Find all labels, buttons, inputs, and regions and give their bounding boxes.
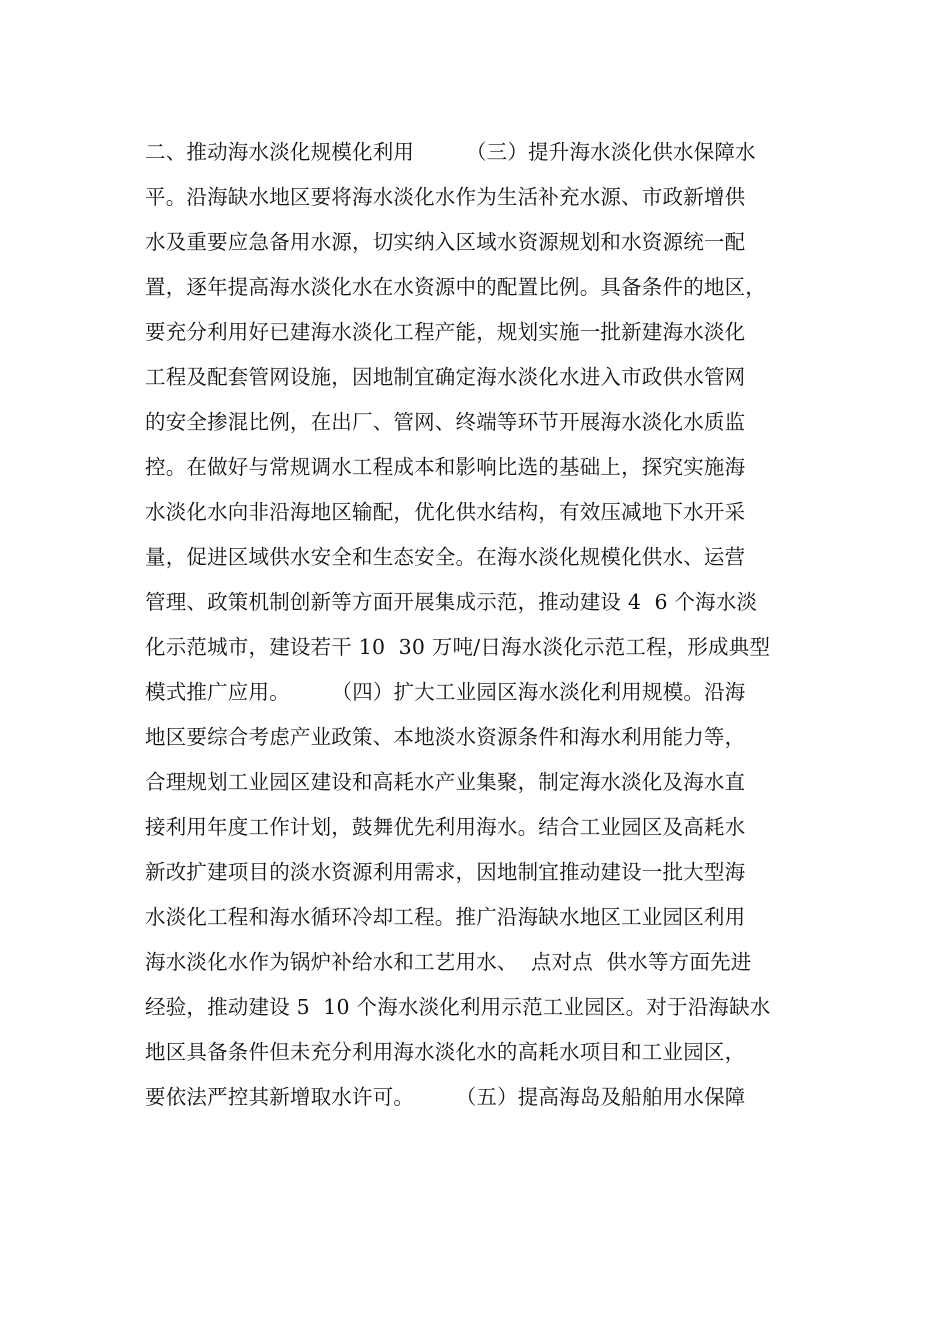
text-line: 海水淡化水作为锅炉补给水和工艺用水、 点对点 供水等方面先进 — [145, 950, 752, 974]
text-line: 水淡化工程和海水循环冷却工程。推广沿海缺水地区工业园区利用 — [145, 905, 746, 929]
text-line: 二、推动海水淡化规模化利用 （三）提升海水淡化供水保障水 — [145, 140, 756, 164]
text-line: 要充分利用好已建海水淡化工程产能，规划实施一批新建海水淡化 — [145, 320, 746, 344]
text-line: 控。在做好与常规调水工程成本和影响比选的基础上，探究实施海 — [145, 455, 746, 479]
text-line: 新改扩建项目的淡水资源利用需求，因地制宜推动建设一批大型海 — [145, 860, 746, 884]
text-line: 工程及配套管网设施，因地制宜确定海水淡化水进入市政供水管网 — [145, 365, 746, 389]
text-line: 接利用年度工作计划，鼓舞优先利用海水。结合工业园区及高耗水 — [145, 815, 746, 839]
text-line: 平。沿海缺水地区要将海水淡化水作为生活补充水源、市政新增供 — [145, 185, 746, 209]
text-line: 置，逐年提高海水淡化水在水资源中的配置比例。具备条件的地区， — [145, 275, 766, 299]
text-line: 要依法严控其新增取水许可。 （五）提高海岛及船舶用水保障 — [145, 1085, 746, 1109]
text-line: 地区要综合考虑产业政策、本地淡水资源条件和海水利用能力等， — [145, 725, 746, 749]
text-line: 地区具备条件但未充分利用海水淡化水的高耗水项目和工业园区， — [145, 1040, 746, 1064]
text-line: 化示范城市，建设若干 10 30 万吨/日海水淡化示范工程，形成典型 — [145, 635, 771, 659]
text-line: 经验，推动建设 5 10 个海水淡化利用示范工业园区。对于沿海缺水 — [145, 995, 771, 1019]
text-line: 的安全掺混比例，在出厂、管网、终端等环节开展海水淡化水质监 — [145, 410, 746, 434]
text-line: 量，促进区域供水安全和生态安全。在海水淡化规模化供水、运营 — [145, 545, 746, 569]
text-line: 模式推广应用。 （四）扩大工业园区海水淡化利用规模。沿海 — [145, 680, 746, 704]
text-line: 水及重要应急备用水源，切实纳入区域水资源规划和水资源统一配 — [145, 230, 746, 254]
text-line: 水淡化水向非沿海地区输配，优化供水结构，有效压减地下水开采 — [145, 500, 746, 524]
text-line: 管理、政策机制创新等方面开展集成示范，推动建设 4 6 个海水淡 — [145, 590, 758, 614]
body-text — [145, 134, 825, 1124]
text-line: 合理规划工业园区建设和高耗水产业集聚，制定海水淡化及海水直 — [145, 770, 746, 794]
